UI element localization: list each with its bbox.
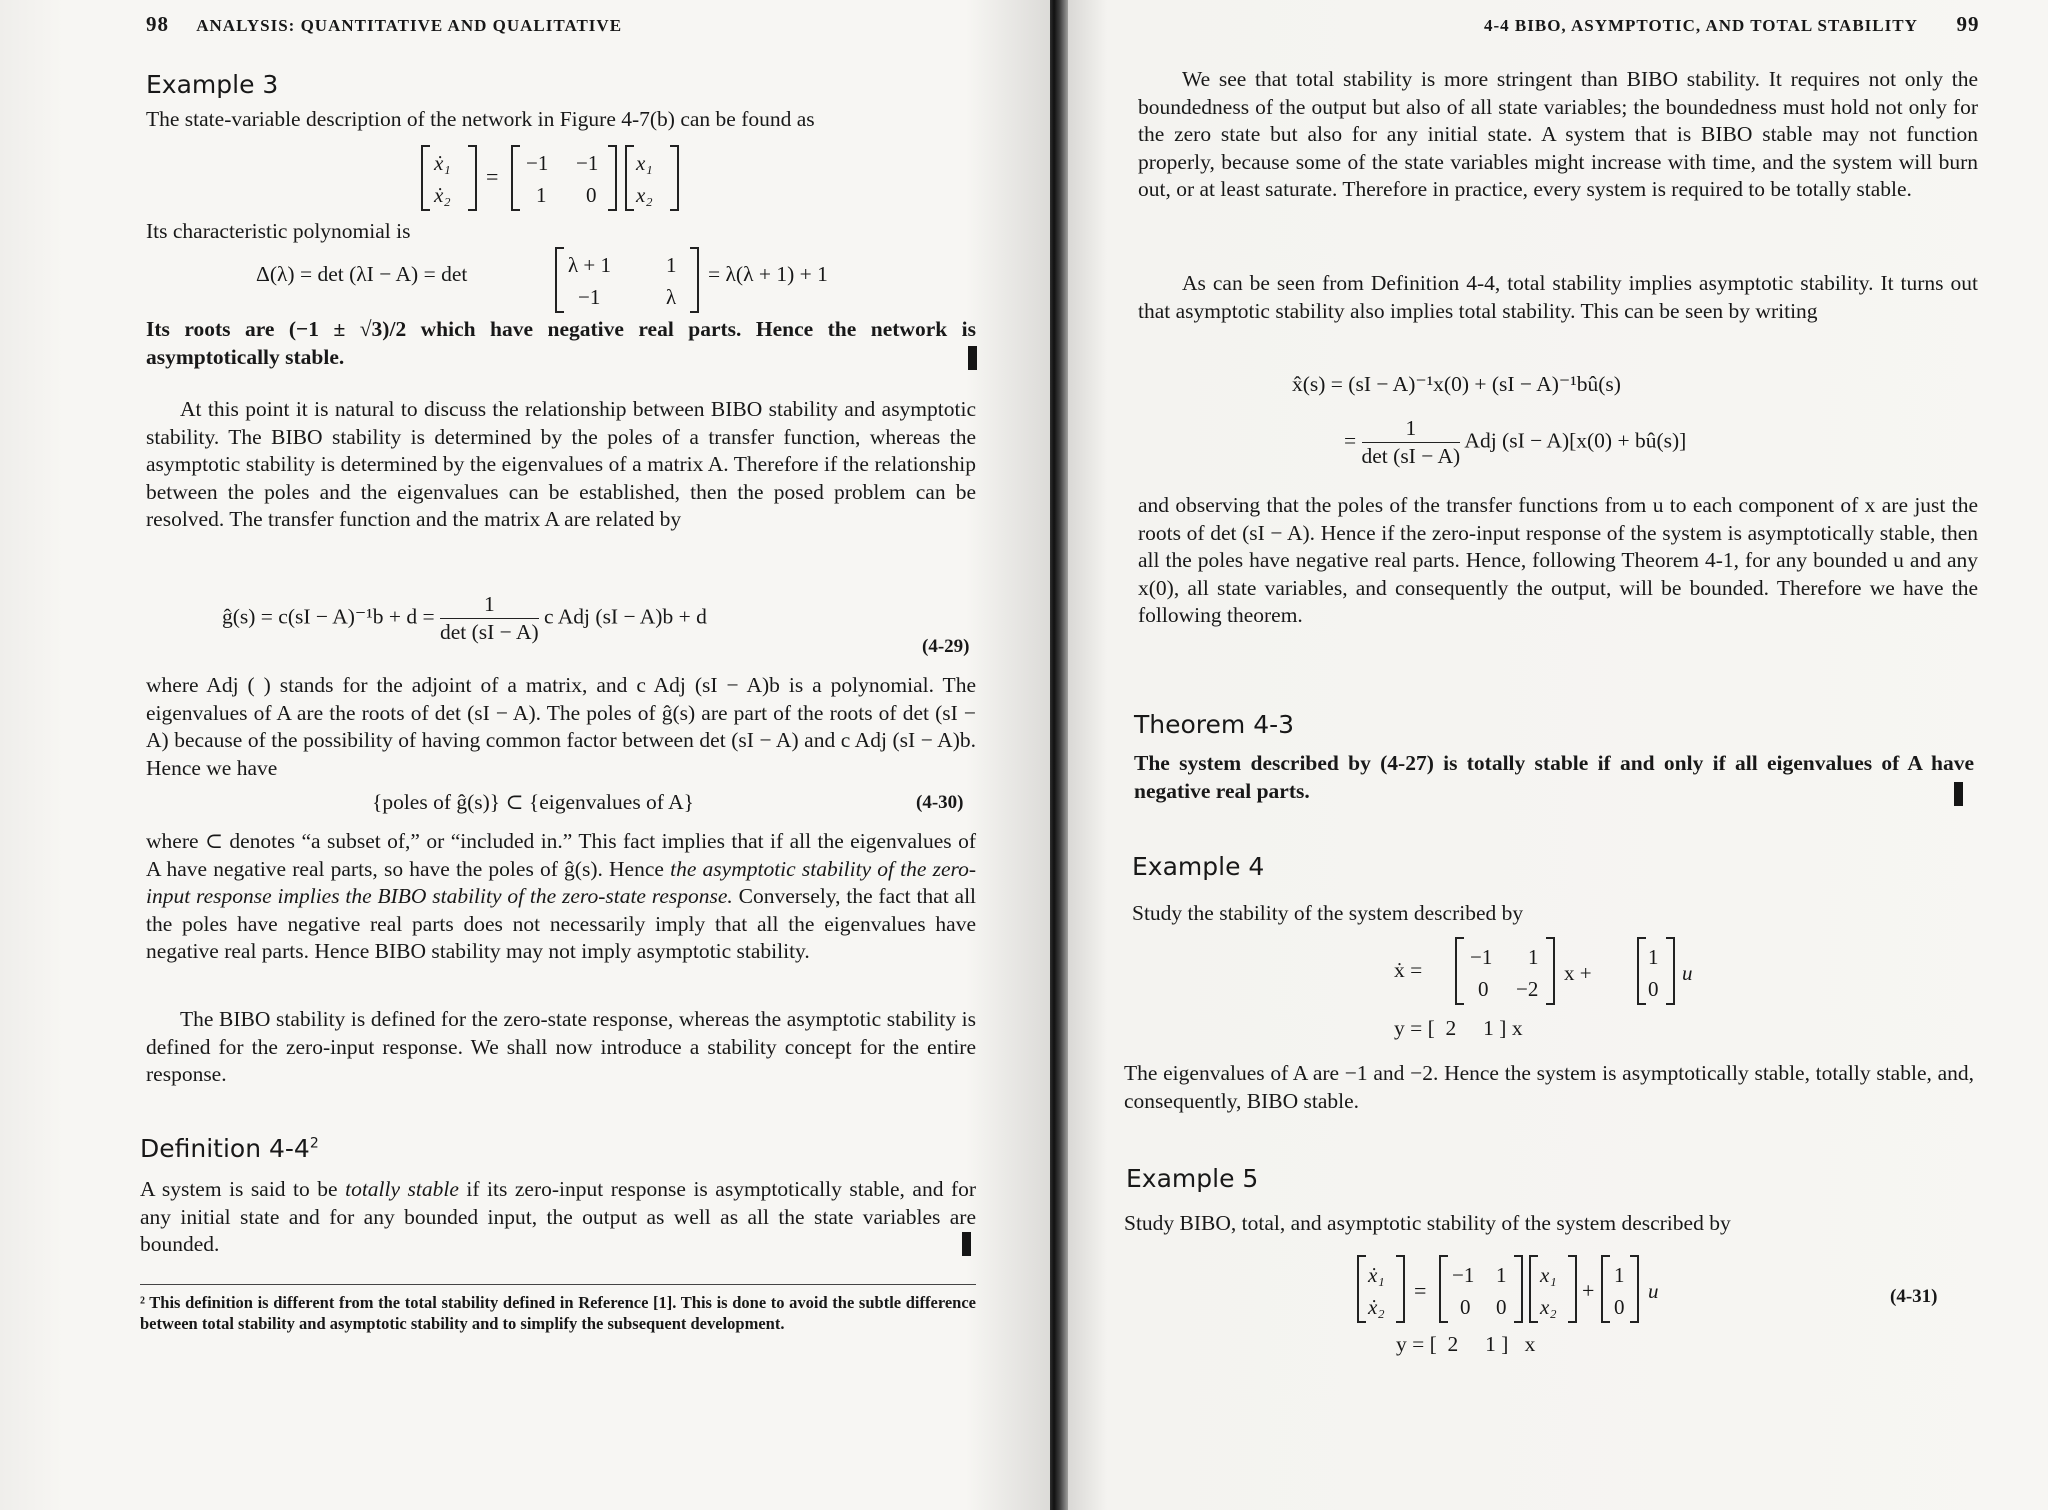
example5-heading: Example 5 [1126, 1164, 1259, 1193]
char-poly-lhs: Δ(λ) = det (λI − A) = det [256, 262, 468, 286]
footnote: ² This definition is different from the total stability defined in Reference [1]. This is done to avoid the subtle difference between total stability and asymptotic stability and to simplify the subsequent development. [140, 1293, 976, 1333]
ex3-x1: x₁ [636, 151, 653, 175]
para-subset-b: Conversely, the fact that all the poles have negative real parts does not necessarily imply that all the eigenvalues have negative real parts. Hence BIBO stability may not imply asymptotic stability. [146, 884, 977, 963]
cp-m12: 1 [666, 253, 677, 277]
definition-end-mark [962, 1232, 971, 1256]
ex3-a11: −1 [526, 151, 549, 175]
eq429-label: (4-29) [922, 636, 970, 657]
ex5-a11: −1 [1452, 1263, 1475, 1287]
eq-xs-rhs: Adj (sI − A)[x(0) + bû(s)] [1464, 428, 1687, 453]
eq-xs-num: 1 [1362, 416, 1461, 443]
definition-italic: totally stable [345, 1177, 459, 1201]
theorem-end-mark [1954, 782, 1963, 806]
definition-text-b: if its zero-input response is asymptotically stable, and for any initial state and for any bounded input, the output as well as all the state variables are bounded. [140, 1177, 977, 1256]
eq-xs-eq: = [1344, 428, 1357, 453]
ex4-state-equation [1452, 932, 1712, 1012]
ex4-a11: −1 [1470, 945, 1493, 969]
ex3-a22: 0 [586, 183, 597, 207]
footnote-rule [140, 1284, 976, 1285]
example3-roots: Its roots are (−1 ± √3)/2 which have negative real parts. Hence the network is asymptotically stable. [146, 317, 976, 369]
ex5-a12: 1 [1496, 1263, 1507, 1287]
svg-text:=: = [1414, 1278, 1427, 1303]
ex4-b2: 0 [1648, 977, 1659, 1001]
left-page-number: 98 [146, 12, 169, 36]
eq-4-29 [222, 592, 707, 645]
right-running-title: 4-4 BIBO, ASYMPTOTIC, AND TOTAL STABILITY [1484, 16, 1918, 35]
eq-xs-den: det (sI − A) [1361, 444, 1461, 468]
eq430-text: {poles of ĝ(s)} ⊂ {eigenvalues of A} [372, 790, 695, 814]
para-subset-italic: the asymptotic stability of the zero-input response implies the BIBO stability of the zero-state response. [146, 856, 977, 908]
para-relationship: At this point it is natural to discuss the relationship between BIBO stability and asymptotic stability. The BIBO stability is determined by the poles of a transfer function, whereas the asymptotic stability is determined by the eigenvalues of a matrix A. Therefore if the relationship between the poles and the eigenvalues can be established, then the posed problem can be resolved. The transfer function and the matrix A are related by [146, 397, 976, 531]
ex5-b1: 1 [1614, 1263, 1625, 1287]
example3-heading: Example 3 [146, 70, 279, 99]
ex5-x1: x₁ [1540, 1263, 1557, 1287]
ex4-u: u [1682, 961, 1693, 985]
ex4-y-equation: y = [ 2 1 ] x [1394, 1016, 1523, 1040]
para-subset-a: where ⊂ denotes “a subset of,” or “included in.” This fact implies that if all the eigenvalues of A have negative real parts, so have the poles of ĝ(s). Hence [146, 829, 976, 881]
ex3-xdot1: ẋ₁ [434, 151, 451, 175]
right-page-number: 99 [1956, 12, 1980, 36]
ex3-x2: x₂ [636, 183, 653, 207]
ex5-xdot2: ẋ₂ [1368, 1295, 1385, 1319]
example3-end-mark [968, 346, 977, 370]
definition-heading [140, 1134, 319, 1163]
cp-m11: λ + 1 [568, 253, 612, 277]
char-poly-matrix [554, 244, 704, 316]
eq430-label: (4-30) [916, 792, 964, 813]
example4-heading: Example 4 [1132, 852, 1265, 881]
ex3-xdot2: ẋ₂ [434, 183, 451, 207]
ex5-b2: 0 [1614, 1295, 1625, 1319]
para-observing: and observing that the poles of the transfer functions from u to each component of x are just the roots of det (sI − A). Hence if the zero-input response of the system is asymptotically stable, then all the poles have negative real parts. Hence, following Theorem 4-1, for any bounded u and any x(0), all state variables, and consequently the output, will be bounded. Therefore we have the following theorem. [1138, 493, 1978, 627]
ex5-u: u [1648, 1279, 1659, 1303]
char-poly-label: Its characteristic polynomial is [146, 219, 411, 243]
cp-m21: −1 [578, 285, 601, 309]
ex4-a21: 0 [1478, 977, 1489, 1001]
ex3-a12: −1 [576, 151, 599, 175]
para-bibo: The BIBO stability is defined for the zero-state response, whereas the asymptotic stability is defined for the zero-input response. We shall now introduce a stability concept for the entire response. [146, 1007, 976, 1086]
ex4-b1: 1 [1648, 945, 1659, 969]
eq429-num: 1 [440, 592, 539, 619]
eq-xs-fraction [1362, 416, 1461, 469]
cp-m22: λ [666, 285, 677, 309]
eq429-rhs: c Adj (sI − A)b + d [544, 604, 707, 629]
left-running-title: ANALYSIS: QUANTITATIVE AND QUALITATIVE [196, 16, 623, 35]
ex5-state-equation [1356, 1250, 1696, 1330]
ex4-x-plus: x + [1564, 961, 1592, 985]
ex5-x2: x₂ [1540, 1295, 1557, 1319]
ex5-a21: 0 [1460, 1295, 1471, 1319]
svg-text:=: = [486, 164, 499, 189]
right-page [1068, 0, 2048, 1510]
left-running-head [146, 12, 622, 37]
example4-text: The eigenvalues of A are −1 and −2. Hence the system is asymptotically stable, totally stable, and, consequently, BIBO stable. [1124, 1061, 1974, 1113]
para-adjoint: where Adj ( ) stands for the adjoint of a matrix, and c Adj (sI − A)b is a polynomial. The eigenvalues of A are the roots of det (sI − A). The poles of ĝ(s) are part of the roots of det (sI − A) because of the possibility of having common factor between det (sI − A) and c Adj (sI − A)b. Hence we have [146, 673, 976, 780]
eq429-den: det (sI − A) [439, 620, 539, 644]
eq-xs-line1: x̂(s) = (sI − A)⁻¹x(0) + (sI − A)⁻¹bû(s) [1292, 372, 1621, 396]
eq431-label: (4-31) [1890, 1286, 1938, 1307]
example3-intro: The state-variable description of the network in Figure 4-7(b) can be found as [146, 107, 815, 131]
definition-sup: 2 [309, 1135, 319, 1152]
para-subset [146, 828, 976, 966]
char-poly-rhs: = λ(λ + 1) + 1 [708, 262, 828, 286]
ex4-a22: −2 [1516, 977, 1539, 1001]
right-running-head [1484, 12, 1979, 37]
ex4-a12: 1 [1528, 945, 1539, 969]
definition-text-a: A system is said to be [140, 1177, 338, 1201]
ex3-a21: 1 [536, 183, 547, 207]
theorem-text: The system described by (4-27) is totally stable if and only if all eigenvalues of A have negative real parts. [1134, 751, 1974, 803]
ex5-a22: 0 [1496, 1295, 1507, 1319]
eq429-fraction [440, 592, 539, 645]
example5-intro: Study BIBO, total, and asymptotic stability of the system described by [1124, 1211, 1731, 1235]
eq-xs-line2 [1344, 416, 1686, 469]
ex5-y-equation: y = [ 2 1 ] x [1396, 1332, 1536, 1356]
definition-text [140, 1176, 976, 1259]
theorem-heading: Theorem 4-3 [1134, 710, 1295, 739]
para-stringent: We see that total stability is more stringent than BIBO stability. It requires not only the boundedness of the output but also of all state variables; the boundedness must hold not only for the zero state but also for any initial state. A system that is BIBO stable may not function properly, because some of the state variables might increase with time, and the system will burn out, or at least saturate. Therefore in practice, every system is required to be totally stable. [1138, 67, 1978, 201]
example3-state-equation [420, 140, 730, 216]
eq429-lhs: ĝ(s) = c(sI − A)⁻¹b + d = [222, 604, 435, 629]
para-def44: As can be seen from Definition 4-4, total stability implies asymptotic stability. It turns out that asymptotic stability also implies total stability. This can be seen by writing [1138, 271, 1978, 323]
ex4-xdot: ẋ = [1394, 958, 1423, 982]
example4-intro: Study the stability of the system described by [1132, 901, 1524, 925]
svg-text:+: + [1582, 1278, 1595, 1303]
ex5-xdot1: ẋ₁ [1368, 1263, 1385, 1287]
definition-title: Definition 4-4 [140, 1134, 310, 1163]
